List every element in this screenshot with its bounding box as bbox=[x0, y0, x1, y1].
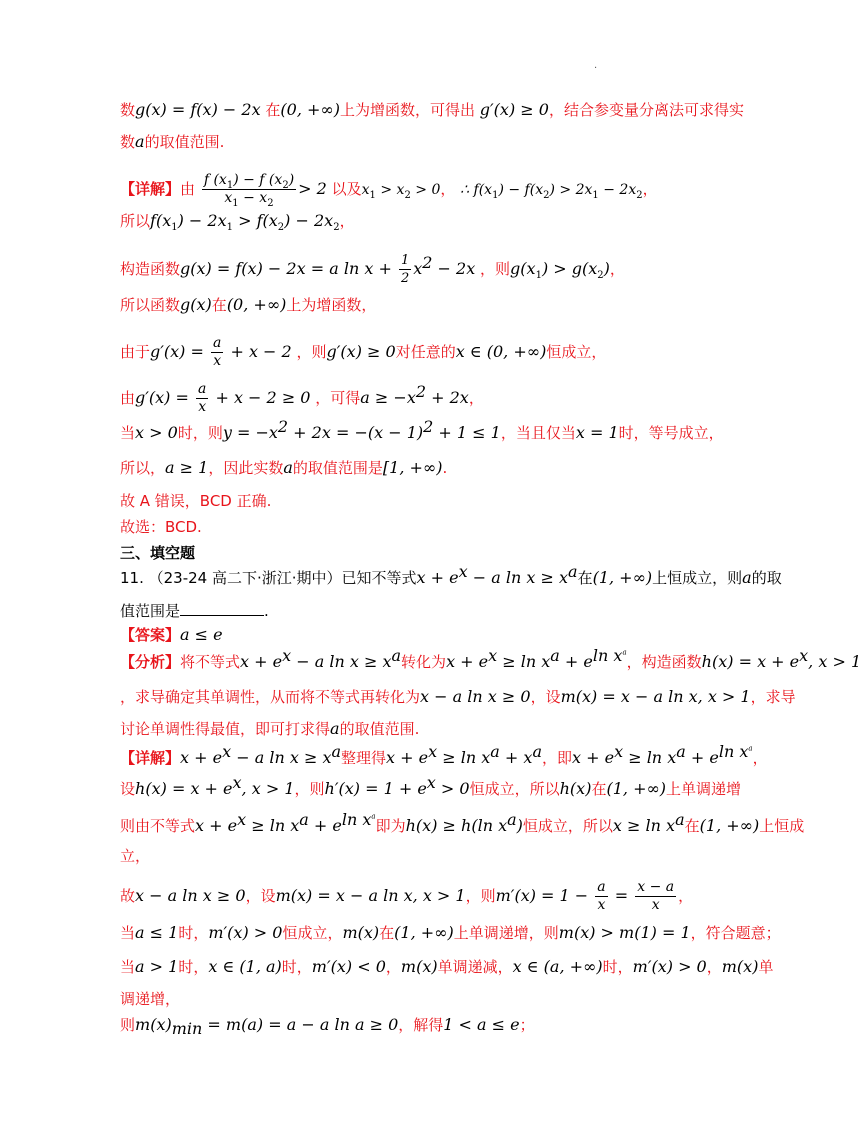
answer-line: 【答案】a ≤ e bbox=[120, 625, 223, 644]
detail-line-8: 调递增， bbox=[120, 990, 181, 1008]
detail-line-4: 立， bbox=[120, 847, 151, 865]
solution-line-8: 由g′(x) = $\frac{a}{x}$ + x − 2 ≥ 0 ，可得$a \ge -x^2 + 2x$， bbox=[120, 381, 484, 415]
detail-line-5: 故x − a ln x ≥ 0，设m(x) = x − a ln x, x > 1，则m′(x) = 1 − $\frac{a}{x}$ = $\frac{x - a}{x}$ ， bbox=[120, 879, 694, 913]
answer-blank bbox=[180, 601, 264, 616]
detail-line-6: 当a ≤ 1时，m′(x) > 0恒成立，m(x)在(1, +∞)上单调递增，则m(x) > m(1) = 1，符合题意； bbox=[120, 923, 781, 942]
detail-line-2: 设$h(x) = x + e^x$, x > 1，则$h'(x) = 1 + e^x > 0$恒成立，所以h(x)在(1, +∞)上单调递增 bbox=[120, 773, 742, 798]
section-heading: 三、填空题 bbox=[120, 544, 196, 562]
solution-line-5: 构造函数g(x) = f(x) − 2x = a ln x + $\frac{1}{2}$ $x^2 - 2x$ ，则$g(x_1) > g(x_2)$， bbox=[120, 253, 625, 286]
detail-line-3: 则由不等式$x + e^x \ge \ln x^a + e^{ln x^a}$即为h(x) ≥ h(ln $x^a$)恒成立，所以$x \ge \ln x^a$在(1, +∞)上恒成 bbox=[120, 810, 805, 835]
question-11-line-2: 值范围是 . bbox=[120, 602, 269, 620]
solution-line-6: 所以函数g(x)在(0, +∞)上为增函数， bbox=[120, 295, 377, 314]
detail-line-1: 【详解】$x + e^x - a$ $\ln x \ge x^a$整理得$x + e^x \ge \ln x^a + x^a$，即$x + e^x \ge \ln x^a + e^{ln x^a}$， bbox=[120, 742, 768, 767]
detail-line-7: 当a > 1时，x ∈ (1, a)时，m′(x) < 0，m(x)单调递减，x ∈ (a, +∞)时，m′(x) > 0，m(x)单 bbox=[120, 957, 774, 976]
solution-line-10: 所以，a ≥ 1，因此实数a的取值范围是[1, +∞). bbox=[120, 458, 448, 477]
solution-line-11: 故 A 错误，BCD 正确. bbox=[120, 492, 272, 510]
solution-line-2: 数a的取值范围. bbox=[120, 132, 225, 151]
analysis-line-2: ，求导确定其单调性，从而将不等式再转化为x − a ln x ≥ 0，设m(x) = x − a ln x, x > 1，求导 bbox=[120, 687, 796, 706]
solution-line-12: 故选：BCD. bbox=[120, 518, 202, 536]
solution-line-3: 【详解】由 $\frac{f (x_1) - f (x_2)}{x_1 - x_2}$ > 2 以及$x_1 > x_2 > 0$， ∴ $f(x_1) - f(x_2) > 2x_1 - 2x_2$， bbox=[120, 172, 658, 209]
solution-line-1: 数g(x) = f(x) − 2x 在(0, +∞)上为增函数，可得出 g′(x) ≥ 0，结合参变量分离法可求得实 bbox=[120, 100, 744, 119]
detail-line-9: 则$m(x)_{min} = m(a) = a - a$ ln a ≥ 0，解得1 < a ≤ e； bbox=[120, 1015, 535, 1038]
solution-line-7: 由于g′(x) = $\frac{a}{x}$ + x − 2 ，则g′(x) ≥ 0对任意的x ∈ (0, +∞)恒成立， bbox=[120, 335, 607, 369]
solution-line-4: 所以$f(x_1) - 2x_1 > f(x_2) - 2x_2$， bbox=[120, 211, 355, 234]
question-11-line-1: 11. （23-24 高二下·浙江·期中）已知不等式$x + e^x - a$ $\ln x \ge x^a$在(1, +∞)上恒成立，则a的取 bbox=[120, 562, 782, 587]
analysis-line-1: 【分析】将不等式$x + e^x - a$ $\ln x \ge x^a$转化为$x + e^x \ge \ln x^a + e^{ln x^a}$，构造函数$h(x) = x + e^x$, x > 1 bbox=[120, 646, 861, 671]
page-mark: . bbox=[594, 60, 598, 71]
analysis-line-3: 讨论单调性得最值，即可打求得a的取值范围. bbox=[120, 719, 420, 738]
solution-line-9: 当x > 0时，则$y = -x^2 + 2x = -(x - 1)^2 + 1 \le 1$，当且仅当x = 1时，等号成立， bbox=[120, 417, 724, 442]
